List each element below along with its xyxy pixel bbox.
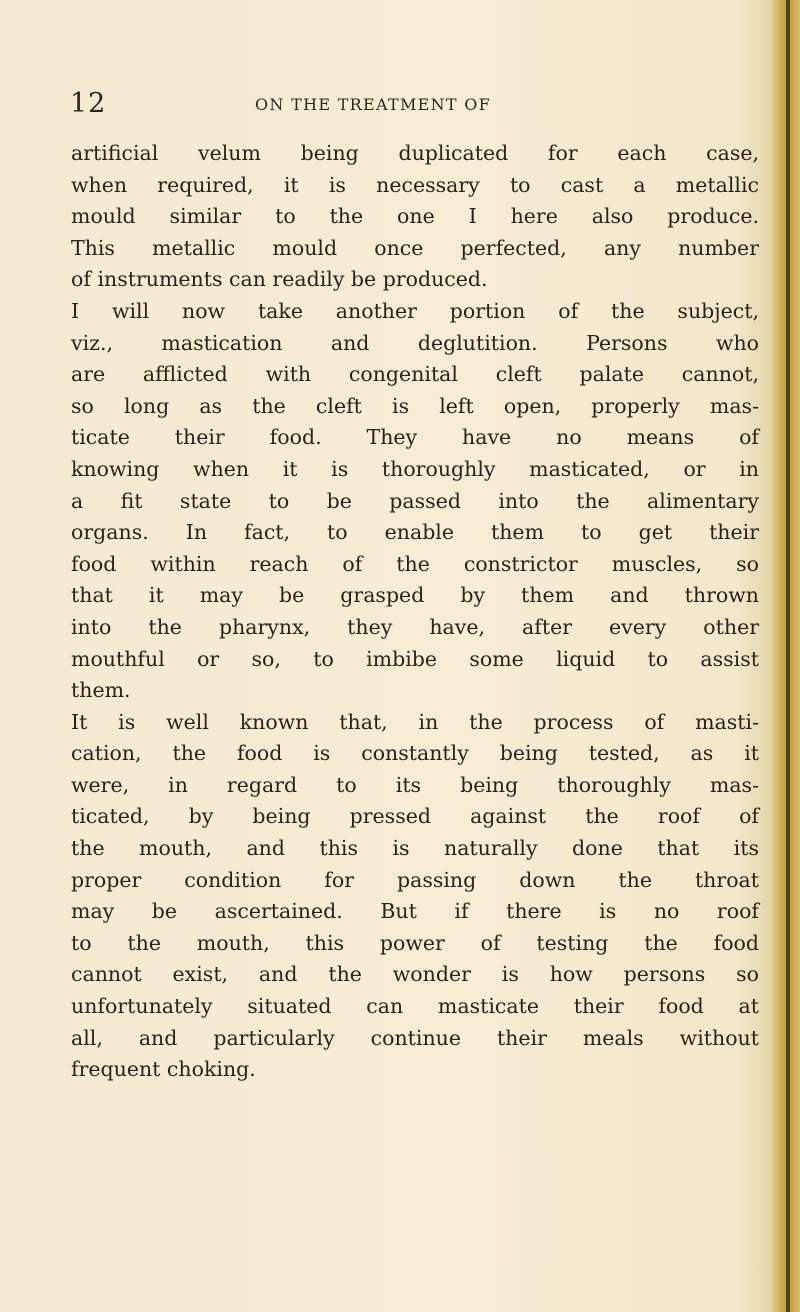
text-line: mould similar to the one I here also produce. — [71, 204, 759, 229]
text-line: proper condition for passing down the throat — [71, 867, 759, 892]
text-line: into the pharynx, they have, after every other — [71, 614, 759, 639]
text-line: It is well known that, in the process of masti- — [71, 709, 759, 734]
text-line: knowing when it is thoroughly masticated, or in — [71, 456, 759, 481]
running-header-title: ON THE TREATMENT OF — [255, 95, 492, 114]
text-line: cation, the food is constantly being tested, as it — [71, 741, 759, 766]
text-line: to the mouth, this power of testing the food — [71, 930, 759, 955]
text-line: viz., mastication and deglutition. Persons who — [71, 330, 759, 355]
text-line: the mouth, and this is naturally done that its — [71, 836, 759, 861]
text-line: them. — [71, 678, 131, 703]
text-line: of instruments can readily be produced. — [71, 267, 488, 292]
text-line: ticated, by being pressed against the roof of — [71, 804, 759, 829]
text-line: may be ascertained. But if there is no roof — [71, 899, 759, 924]
running-header — [70, 88, 760, 118]
text-line: are afflicted with congenital cleft palate cannot, — [71, 362, 759, 387]
text-line: so long as the cleft is left open, properly mas- — [71, 393, 759, 418]
text-line: organs. In fact, to enable them to get their — [71, 520, 759, 545]
text-line: mouthful or so, to imbibe some liquid to assist — [71, 646, 759, 671]
text-line: I will now take another portion of the subject, — [71, 298, 759, 323]
text-line: cannot exist, and the wonder is how persons so — [71, 962, 759, 987]
text-line: all, and particularly continue their meals without — [71, 1025, 759, 1050]
text-line: artificial velum being duplicated for each case, — [71, 141, 759, 165]
text-line: a fit state to be passed into the alimentary — [71, 488, 759, 513]
text-line: that it may be grasped by them and thrown — [71, 583, 759, 608]
text-line: when required, it is necessary to cast a metallic — [71, 172, 759, 197]
text-line: This metallic mould once perfected, any number — [71, 235, 759, 260]
text-line: frequent choking. — [71, 1057, 256, 1082]
page-number: 12 — [70, 88, 107, 119]
body-text — [71, 138, 759, 1086]
text-line: food within reach of the constrictor muscles, so — [71, 551, 759, 576]
text-line: ticate their food. They have no means of — [71, 425, 759, 450]
text-line: were, in regard to its being thoroughly mas- — [71, 772, 759, 797]
text-line: unfortunately situated can masticate their food at — [71, 994, 759, 1019]
binding-shadow-line — [786, 0, 790, 1312]
